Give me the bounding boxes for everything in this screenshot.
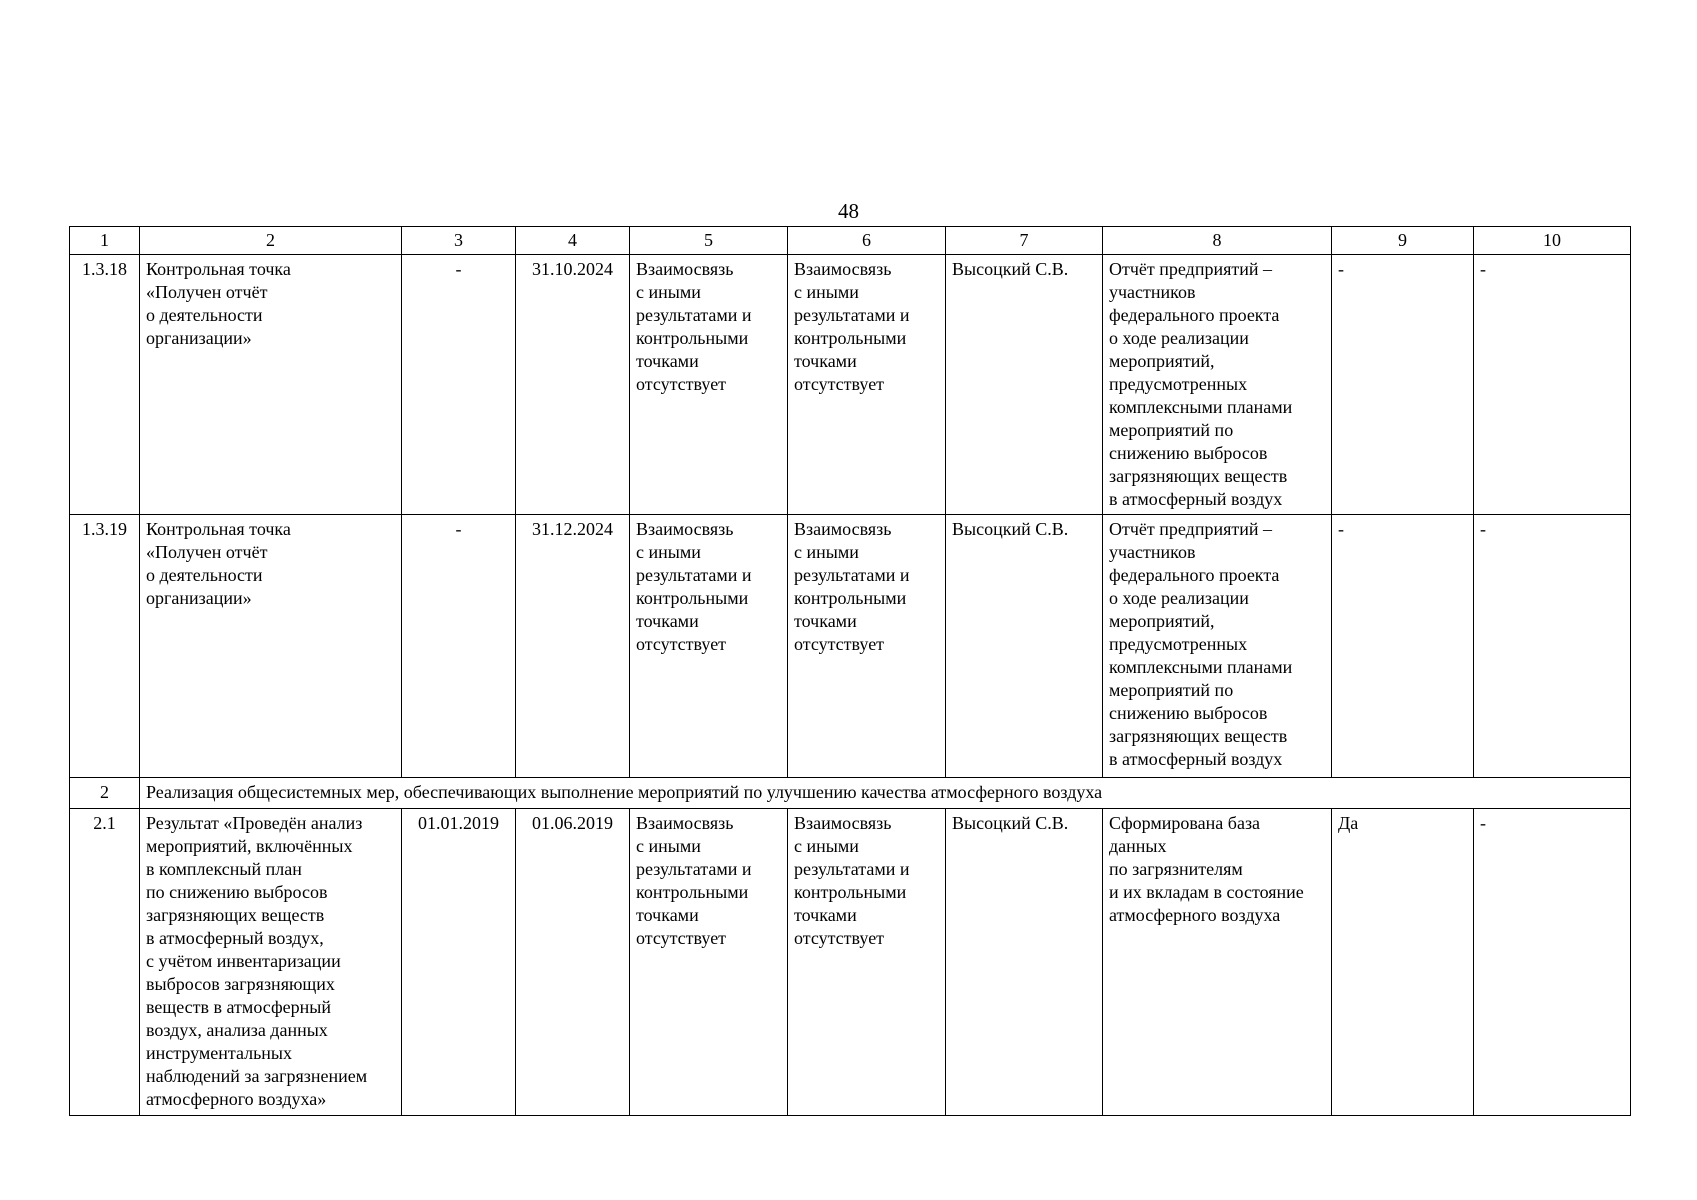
table-row bbox=[70, 255, 1631, 515]
section-row bbox=[70, 778, 1631, 809]
row-start-date: - bbox=[402, 515, 516, 778]
header-cell: 3 bbox=[402, 227, 516, 255]
row-col10: - bbox=[1474, 255, 1631, 515]
plan-table bbox=[69, 226, 1631, 1116]
header-cell: 7 bbox=[946, 227, 1103, 255]
row-name: Результат «Проведён анализ мероприятий, включённых в комплексный план по снижению выбросов загрязняющих веществ в атмосферный воздух, с учётом инвентаризации выбросов загрязняющих веществ в атмосферный воздух, анализа данных инструментальных наблюдений за загрязнением атмосферного воздуха» bbox=[140, 809, 402, 1116]
row-end-date: 01.06.2019 bbox=[516, 809, 630, 1116]
row-document: Сформирована база данных по загрязнителям и их вкладам в состояние атмосферного воздуха bbox=[1103, 809, 1332, 1116]
row-number: 1.3.19 bbox=[70, 515, 140, 778]
header-cell: 6 bbox=[788, 227, 946, 255]
header-cell: 2 bbox=[140, 227, 402, 255]
table-row bbox=[70, 515, 1631, 778]
row-document: Отчёт предприятий – участников федерального проекта о ходе реализации мероприятий, предусмотренных комплексными планами мероприятий по снижению выбросов загрязняющих веществ в атмосферный воздух bbox=[1103, 515, 1332, 778]
page-number: 48 bbox=[838, 199, 859, 223]
table-row bbox=[70, 809, 1631, 1116]
row-col10: - bbox=[1474, 515, 1631, 778]
row-document: Отчёт предприятий – участников федерального проекта о ходе реализации мероприятий, предусмотренных комплексными планами мероприятий по снижению выбросов загрязняющих веществ в атмосферный воздух bbox=[1103, 255, 1332, 515]
section-number: 2 bbox=[70, 778, 140, 809]
row-predecessor: Взаимосвязь с иными результатами и контрольными точками отсутствует bbox=[630, 515, 788, 778]
header-cell: 8 bbox=[1103, 227, 1332, 255]
row-responsible: Высоцкий С.В. bbox=[946, 809, 1103, 1116]
row-successor: Взаимосвязь с иными результатами и контрольными точками отсутствует bbox=[788, 515, 946, 778]
header-row bbox=[70, 227, 1631, 255]
header-cell: 9 bbox=[1332, 227, 1474, 255]
row-predecessor: Взаимосвязь с иными результатами и контрольными точками отсутствует bbox=[630, 255, 788, 515]
row-col10: - bbox=[1474, 809, 1631, 1116]
row-start-date: 01.01.2019 bbox=[402, 809, 516, 1116]
header-cell: 10 bbox=[1474, 227, 1631, 255]
row-col9: - bbox=[1332, 515, 1474, 778]
row-number: 2.1 bbox=[70, 809, 140, 1116]
header-cell: 1 bbox=[70, 227, 140, 255]
section-title: Реализация общесистемных мер, обеспечивающих выполнение мероприятий по улучшению качества атмосферного воздуха bbox=[140, 778, 1631, 809]
header-cell: 5 bbox=[630, 227, 788, 255]
header-cell: 4 bbox=[516, 227, 630, 255]
row-number: 1.3.18 bbox=[70, 255, 140, 515]
row-col9: Да bbox=[1332, 809, 1474, 1116]
row-col9: - bbox=[1332, 255, 1474, 515]
row-predecessor: Взаимосвязь с иными результатами и контрольными точками отсутствует bbox=[630, 809, 788, 1116]
row-end-date: 31.12.2024 bbox=[516, 515, 630, 778]
row-responsible: Высоцкий С.В. bbox=[946, 515, 1103, 778]
row-name: Контрольная точка «Получен отчёт о деятельности организации» bbox=[140, 255, 402, 515]
row-successor: Взаимосвязь с иными результатами и контрольными точками отсутствует bbox=[788, 809, 946, 1116]
row-start-date: - bbox=[402, 255, 516, 515]
row-end-date: 31.10.2024 bbox=[516, 255, 630, 515]
row-responsible: Высоцкий С.В. bbox=[946, 255, 1103, 515]
row-successor: Взаимосвязь с иными результатами и контрольными точками отсутствует bbox=[788, 255, 946, 515]
row-name: Контрольная точка «Получен отчёт о деятельности организации» bbox=[140, 515, 402, 778]
